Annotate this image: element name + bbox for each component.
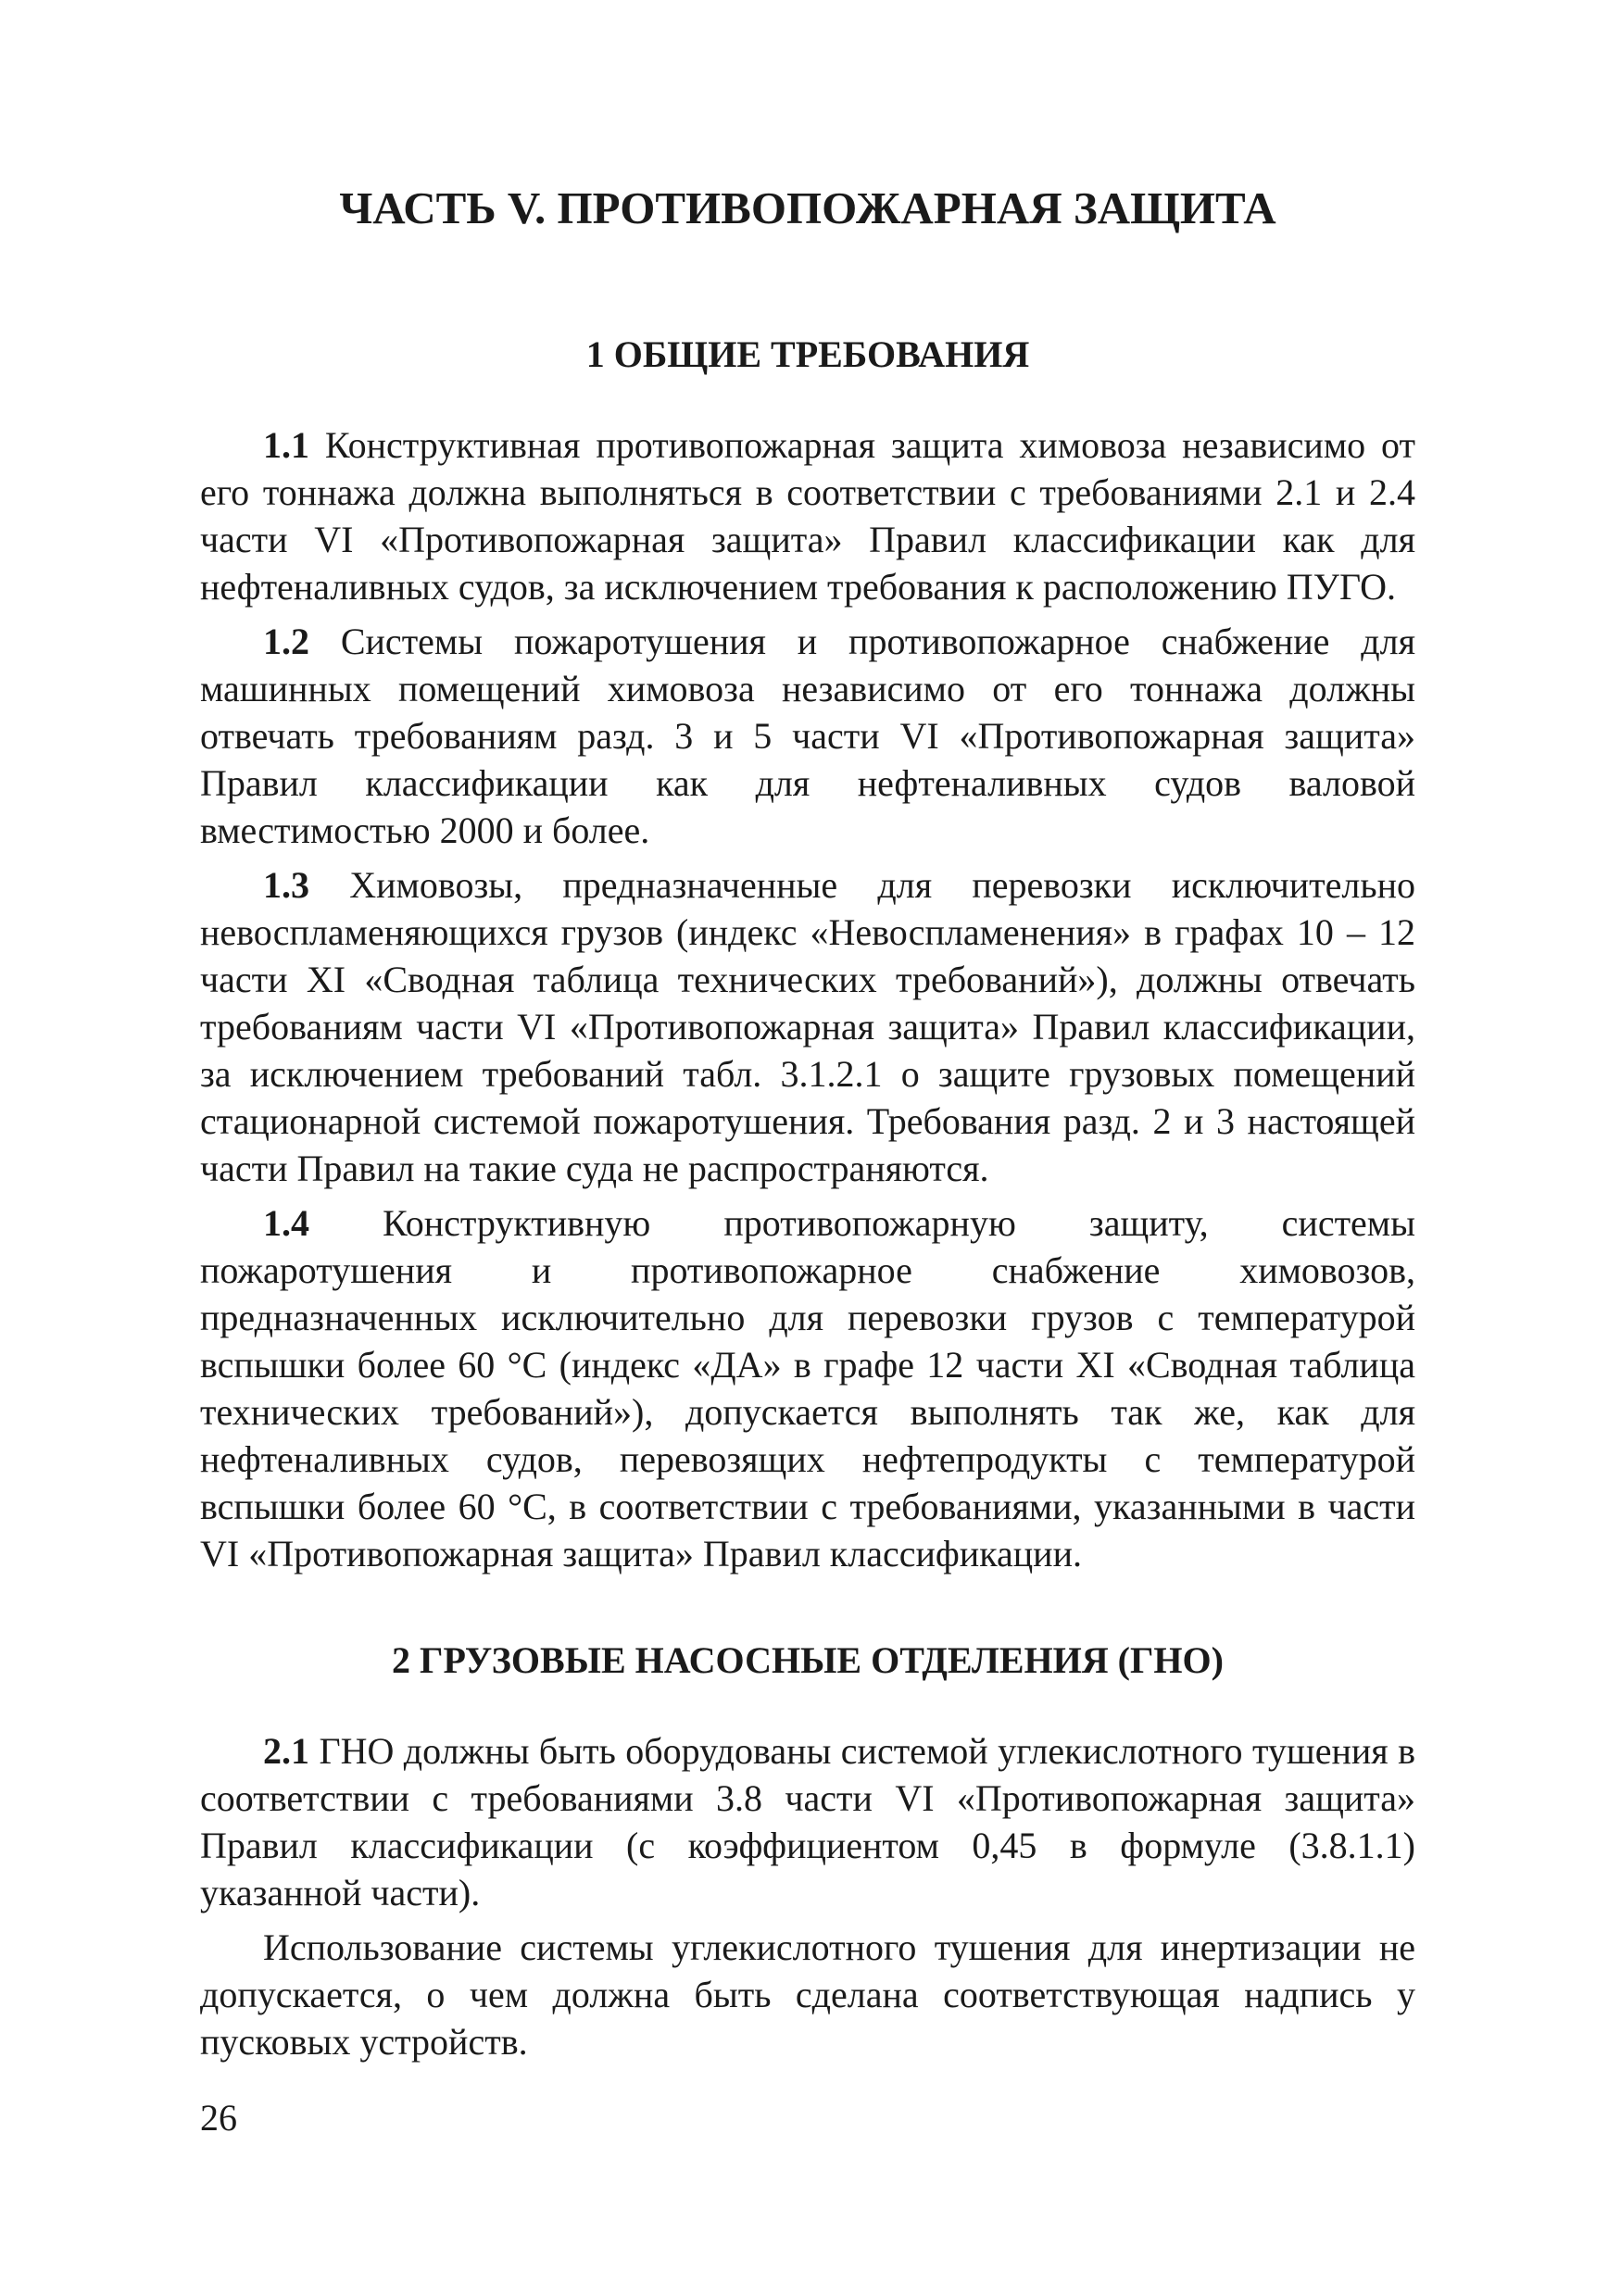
paragraph-text: Системы пожаротушения и противопожарное снабжение для машинных помещений химовоза независимо от его тоннажа должны отвечать требованиям разд. 3 и 5 части VI «Противопожарная защита» Правил классификации как для нефтеналивных судов валовой вместимостью 2000 и более.	[200, 621, 1415, 851]
paragraph-2-1-continuation	[200, 1924, 1415, 2065]
paragraph-1-1	[200, 421, 1415, 610]
section-body-cargo-pump-rooms	[200, 1727, 1415, 2073]
paragraph-number: 1.3	[263, 864, 309, 906]
paragraph-number: 1.4	[263, 1202, 309, 1244]
page-number: 26	[200, 2097, 237, 2139]
paragraph-text: Химовозы, предназначенные для перевозки исключительно невоспламеняющихся грузов (индекс «Невоспламенения» в графах 10 – 12 части XI «Сводная таблица технических требований»), должны отвечать требованиям части VI «Противопожарная защита» Правил классификации, за исключением требований табл. 3.1.2.1 о защите грузовых помещений стационарной системой пожаротушения. Требования разд. 2 и 3 настоящей части Правил на такие суда не распространяются.	[200, 864, 1415, 1189]
section-body-general-requirements	[200, 421, 1415, 1585]
paragraph-text: Конструктивную противопожарную защиту, системы пожаротушения и противопожарное снабжение химовозов, предназначенных исключительно для перевозки грузов с температурой вспышки более 60 °С (индекс «ДА» в графе 12 части XI «Сводная таблица технических требований»), допускается выполнять так же, как для нефтеналивных судов, перевозящих нефтепродукты с температурой вспышки более 60 °С, в соответствии с требованиями, указанными в части VI «Противопожарная защита» Правил классификации.	[200, 1202, 1415, 1575]
paragraph-text: Конструктивная противопожарная защита химовоза независимо от его тоннажа должна выполняться в соответствии с требованиями 2.1 и 2.4 части VI «Противопожарная защита» Правил классификации как для нефтеналивных судов, за исключением требования к расположению ПУГО.	[200, 424, 1415, 608]
paragraph-number: 1.2	[263, 621, 309, 662]
paragraph-1-4	[200, 1199, 1415, 1577]
paragraph-number: 2.1	[263, 1730, 309, 1772]
paragraph-text: Использование системы углекислотного тушения для инертизации не допускается, о чем должна быть сделана соответствующая надпись у пусковых устройств.	[200, 1926, 1415, 2063]
part-title: ЧАСТЬ V. ПРОТИВОПОЖАРНАЯ ЗАЩИТА	[339, 182, 1276, 233]
paragraph-1-3	[200, 861, 1415, 1192]
section-title-general-requirements: 1 ОБЩИЕ ТРЕБОВАНИЯ	[585, 333, 1030, 375]
paragraph-2-1	[200, 1727, 1415, 1916]
section-title-cargo-pump-rooms: 2 ГРУЗОВЫЕ НАСОСНЫЕ ОТДЕЛЕНИЯ (ГНО)	[392, 1639, 1224, 1681]
paragraph-1-2	[200, 618, 1415, 854]
paragraph-text: ГНО должны быть оборудованы системой углекислотного тушения в соответствии с требованиями 3.8 части VI «Противопожарная защита» Правил классификации (с коэффициентом 0,45 в формуле (3.8.1.1) указанной части).	[200, 1730, 1415, 1913]
paragraph-number: 1.1	[263, 424, 309, 466]
